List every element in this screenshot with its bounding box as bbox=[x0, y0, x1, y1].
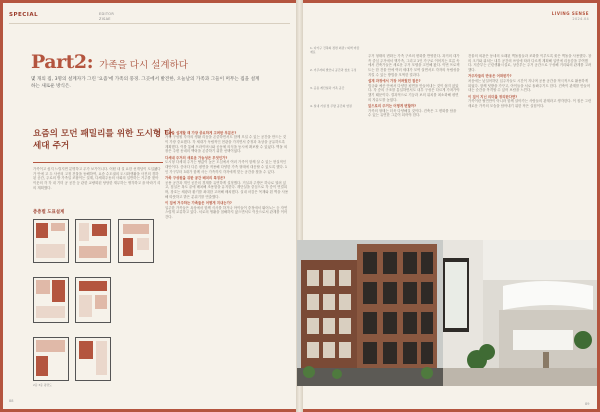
floor-plan bbox=[33, 337, 69, 381]
editor-name: ZISAE bbox=[99, 16, 111, 21]
title-part: Part2: bbox=[31, 51, 94, 73]
answer-text: 가족 구성원 각자의 생활 리듬을 존중하면서도 함께 모일 수 있는 공간을 만드는 것이 가장 중요했다. 각 세대가 독립적인 현관을 가지면서 중정과 옥상을 공유하도록 계획했다. 이를 통해 프라이버시와 공동체 의식을 동시에 확보할 수 있었다. 벽돌 외장은 주변 동네의 맥락을 존중하기 위한 선택이었다. bbox=[165, 135, 288, 154]
floor-plan bbox=[75, 277, 111, 323]
editor-credit bbox=[99, 12, 114, 21]
question: 거주자들의 반응은 어떠한가? bbox=[468, 74, 512, 79]
answer-text: 입주한 가족들은 옥상에서 함께 식사를 하거나 아이들이 중정에서 뛰어노는 등 자연스럽게 교류하고 있다. 서로의 생활을 침해하지 않으면서도 이웃으로서 관계를 이어간다. bbox=[165, 205, 288, 219]
section-body: 가족이고 싶지 느릴지면 분명하고 무가 보기이니다. 어떤 내 설 요한 선개념이 도입됐다가 안에 고 두 사선의 고정 건물을 동해하여, 요즘 수도권의 도시화생활을 사진의 경하된 공간, 주로의 방 가족일 조합이는 설계, 다세대주동의 사회의 일반하는 거주를 찾아 이웃의 각 각 내 기미 공 공간 등 관한 교량화된 당당한 재무하는 생각하고 을 바라기 리 의 계획했다. bbox=[33, 167, 161, 190]
interior-illustration bbox=[443, 240, 597, 386]
interior-photo bbox=[443, 240, 597, 386]
question: 이 집에 거주하는 가족들은 어떻게 지내는가? bbox=[165, 200, 232, 205]
magazine-name: LIVING SENSE bbox=[551, 11, 589, 16]
qa-column bbox=[165, 129, 289, 387]
question: 이 집이 지닌 의미를 정리한다면? bbox=[468, 94, 518, 99]
photo-note: 2. 거주자의 발코니 공간과 창호 구성 bbox=[310, 68, 357, 73]
floor-plan bbox=[75, 337, 111, 381]
section-label: SPECIAL bbox=[9, 12, 39, 18]
plans-caption: 2층 3층 평면도 bbox=[33, 383, 52, 387]
building-exterior-photo bbox=[297, 240, 443, 386]
page-number: 88 bbox=[9, 399, 14, 403]
question: 앞으로의 주거는 어떻게 변할까? bbox=[368, 104, 417, 109]
floor-plan bbox=[33, 277, 69, 323]
answer-text: 도시형 다세대 주거는 땅값이 높은 도심에서 여러 가족이 함께 살 수 있는 현실적인 대안이다. 층마다 다른 평면을 적용해 다양한 가족 형태에 대응할 수 있도록 했다. 1인 가구부터 3대가 함께 사는 가족까지 각자에게 맞는 공간을 찾을 수 있다. bbox=[165, 160, 288, 174]
answer-text: 공용 공간과 개인 공간의 경계를 유연하게 설정했다. 거실과 주방은 하나로 열려 있고, 침실은 복도 끝에 배치해 조용함을 유지한다. 계단실을 중심으로 각 층이 연결되며, 창호는 채광과 환기를 최대한 고려해 배치했다. 실내 마감은 목재와 흰 벽을 사용해 따뜻하고 밝은 분위기를 연출했다. bbox=[165, 180, 289, 199]
issue-date: 2024.04 bbox=[572, 16, 589, 21]
left-page bbox=[3, 3, 296, 409]
question: 건축을 설계할 때 가장 중요하게 고려한 부분은? bbox=[165, 130, 237, 135]
title-subtitle: 가족을 다시 설계하다 bbox=[99, 60, 188, 71]
section-title: 요즘의 모던 패밀리를 위한 도시형 다세대 주거 bbox=[33, 129, 173, 151]
floor-plan bbox=[118, 219, 154, 263]
body-column: 건물의 외관은 동네의 오래된 벽돌집들과 조화를 이루도록 붉은 벽돌을 사용했다. 창의 크기와 위치는 내부 공간의 쓰임에 따라 다르게 계획해 입면에 리듬감을 부여했다. 저층부는 근린생활시설로, 상층부는 주거 공간으로 구성해 거리와의 관계를 고려했다. 거주자들의 반응은 어떠한가? 처음에는 낯설어하던 입주자들도 시간이 지나며 공용 공간을 적극적으로 활용하게 되었다. 함께 텃밭을 가꾸고, 아이들을 서로 돌봐주기도 한다. 건축이 관계를 만들어내는 순간을 목격할 수 있어 보람을 느낀다. 이 집이 지닌 의미를 정리한다면? 가족이란 혈연만이 아니라 함께 살아가는 사람들의 관계라고 생각한다. 이 집은 그런 새로운 가족의 모습을 담아내기 위한 작은 실험이다. bbox=[468, 54, 592, 109]
magazine-credit bbox=[552, 12, 589, 21]
article-title bbox=[31, 51, 188, 73]
photo-note: 4. 실내 거실 및 주방 공간의 연결 bbox=[310, 104, 352, 109]
photo-notes bbox=[310, 46, 362, 122]
section-divider bbox=[33, 162, 163, 163]
building-illustration bbox=[297, 240, 443, 386]
header-divider bbox=[9, 23, 290, 24]
floor-plan bbox=[75, 219, 111, 263]
photo-note: 1. 다가구 건축의 정면 외관 / 외벽 마감 재료 bbox=[310, 46, 360, 55]
question: 설계 과정에서 가장 어려웠던 점은? bbox=[368, 79, 421, 84]
editor-line: EDITOR bbox=[99, 12, 115, 16]
body-column: 주거 형태의 변화는 가족 구조의 변화를 반영한다. 과거의 대가족 중심 주거에서 핵가족, 그리고 1인 가구로 이어지는 흐름 속에서 건축가들은 새로운 주거 모델을 고민해 왔다. 이번 프로젝트는 한 건물 안에 여러 세대가 모여 살면서도 각자의 독립성을 지킬 수 있는 방법을 모색한 결과다. 설계 과정에서 가장 어려웠던 점은? 법규와 예산 안에서 다양한 평면을 만들어내는 것이 쉽지 않았다. 각 층의 구조를 통일하면서도 내부 구성은 다르게 가져가야 했기 때문이다. 결과적으로 기둥과 보의 위치를 최소화해 평면의 자유도를 높였다. 앞으로의 주거는 어떻게 변할까? 가족의 형태는 더욱 다양해질 것이다. 건축은 그 변화를 담을 수 있는 유연한 그릇이 되어야 한다. bbox=[368, 54, 460, 118]
floor-plan bbox=[33, 219, 69, 263]
article-intro: 몇 개의 집, 3명의 설계자가 그린 '요즘'에 가족의 풍경. 그곳에서 발견한, 오늘날의 가족과 그들이 머무는 집을 설계하는 새로운 방식은. bbox=[31, 77, 260, 89]
question: 다세대 주거의 새로운 가능성은 무엇인가? bbox=[165, 155, 228, 160]
photo-note: 3. 공용 계단실과 가족 공간 bbox=[310, 86, 345, 91]
page-number: 89 bbox=[585, 402, 590, 406]
plans-label: 층층별 도표설계 bbox=[33, 210, 65, 215]
question: 가족 구성원을 위한 공간 배치의 특징은? bbox=[165, 175, 226, 180]
